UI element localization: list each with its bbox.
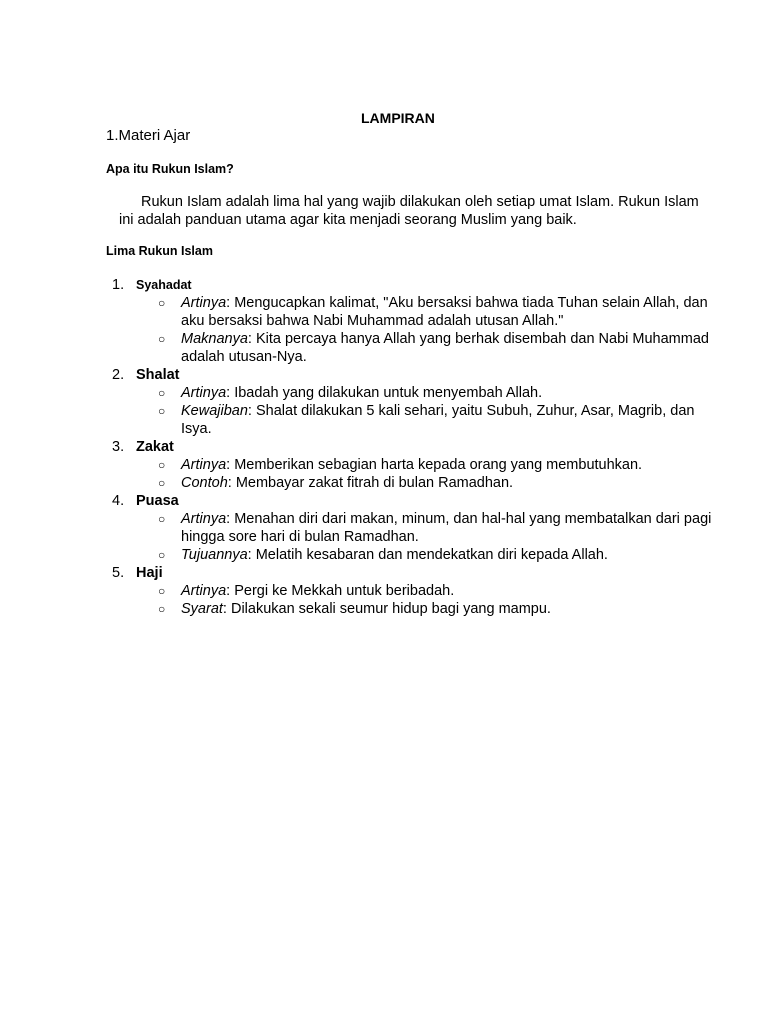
bullet-icon: ○ [158, 458, 166, 472]
pillar-detail [106, 474, 736, 492]
pillar-detail [106, 384, 736, 402]
pillar-number: 4. [112, 493, 125, 509]
pillar-detail [106, 294, 736, 330]
pillar-item [106, 366, 736, 438]
detail-separator: : [222, 601, 231, 617]
bullet-icon: ○ [158, 386, 166, 400]
pillar-detail [106, 456, 736, 474]
intro-line: ini adalah panduan utama agar kita menjadi seorang Muslim yang baik. [119, 212, 577, 228]
detail-separator: : [226, 385, 235, 401]
detail-text: Shalat dilakukan 5 kali sehari, yaitu Subuh, Zuhur, Asar, Magrib, dan Isya. [181, 403, 695, 437]
pillar-item [106, 564, 736, 618]
detail-text: Pergi ke Mekkah untuk beribadah. [234, 583, 455, 599]
bullet-icon: ○ [158, 512, 166, 526]
pillar-number: 5. [112, 565, 125, 581]
pillar-item [106, 438, 736, 492]
detail-term: Artinya [181, 511, 227, 527]
pillar-detail [106, 330, 736, 366]
detail-separator: : [227, 475, 236, 491]
pillar-name: Shalat [136, 367, 180, 383]
bullet-icon: ○ [158, 602, 166, 616]
bullet-icon: ○ [158, 296, 166, 310]
detail-separator: : [247, 331, 256, 347]
pillar-number: 3. [112, 439, 125, 455]
heading-five-pillars: Lima Rukun Islam [106, 244, 213, 258]
pillar-name: Syahadat [136, 278, 192, 292]
detail-text: Memberikan sebagian harta kepada orang yang membutuhkan. [234, 457, 643, 473]
pillar-detail [106, 582, 736, 600]
pillar-number: 2. [112, 367, 125, 383]
bullet-icon: ○ [158, 332, 166, 346]
heading-what-is-rukun-islam: Apa itu Rukun Islam? [106, 162, 234, 176]
detail-text: Kita percaya hanya Allah yang berhak disembah dan Nabi Muhammad adalah utusan-Nya. [181, 331, 709, 365]
pillar-detail [106, 510, 736, 546]
detail-term: Artinya [181, 583, 227, 599]
bullet-icon: ○ [158, 584, 166, 598]
detail-text: Melatih kesabaran dan mendekatkan diri kepada Allah. [255, 547, 608, 563]
detail-text: Dilakukan sekali seumur hidup bagi yang mampu. [230, 601, 551, 617]
pillar-detail [106, 402, 736, 438]
detail-term: Artinya [181, 385, 227, 401]
detail-separator: : [226, 511, 235, 527]
detail-term: Tujuannya [181, 547, 248, 563]
pillar-name: Puasa [136, 493, 179, 509]
pillar-detail [106, 546, 736, 564]
detail-separator: : [247, 403, 256, 419]
bullet-icon: ○ [158, 548, 166, 562]
detail-text: Ibadah yang dilakukan untuk menyembah Allah. [234, 385, 543, 401]
detail-text: Mengucapkan kalimat, "Aku bersaksi bahwa tiada Tuhan selain Allah, dan aku bersaksi bahwa Nabi Muhammad adalah utusan Allah." [181, 295, 708, 329]
detail-text: Menahan diri dari makan, minum, dan hal-hal yang membatalkan dari pagi hingga sore hari di bulan Ramadhan. [181, 511, 712, 545]
intro-paragraph [106, 193, 726, 229]
detail-separator: : [226, 583, 235, 599]
intro-line: Rukun Islam adalah lima hal yang wajib dilakukan oleh setiap umat Islam. Rukun Islam [141, 194, 699, 210]
detail-separator: : [247, 547, 256, 563]
detail-term: Maknanya [181, 331, 248, 347]
bullet-icon: ○ [158, 404, 166, 418]
pillar-item [106, 492, 736, 564]
pillar-item [106, 276, 736, 366]
detail-separator: : [226, 295, 235, 311]
bullet-icon: ○ [158, 476, 166, 490]
pillar-name: Haji [136, 565, 163, 581]
detail-text: Membayar zakat fitrah di bulan Ramadhan. [235, 475, 514, 491]
pillar-name: Zakat [136, 439, 174, 455]
detail-term: Contoh [181, 475, 228, 491]
detail-term: Artinya [181, 457, 227, 473]
detail-term: Artinya [181, 295, 227, 311]
detail-separator: : [226, 457, 235, 473]
detail-term: Syarat [181, 601, 223, 617]
document-title: LAMPIRAN [361, 110, 435, 126]
detail-term: Kewajiban [181, 403, 248, 419]
pillar-detail [106, 600, 736, 618]
pillar-number: 1. [112, 277, 125, 293]
pillar-list [106, 276, 736, 618]
section-label: 1.Materi Ajar [106, 127, 191, 144]
